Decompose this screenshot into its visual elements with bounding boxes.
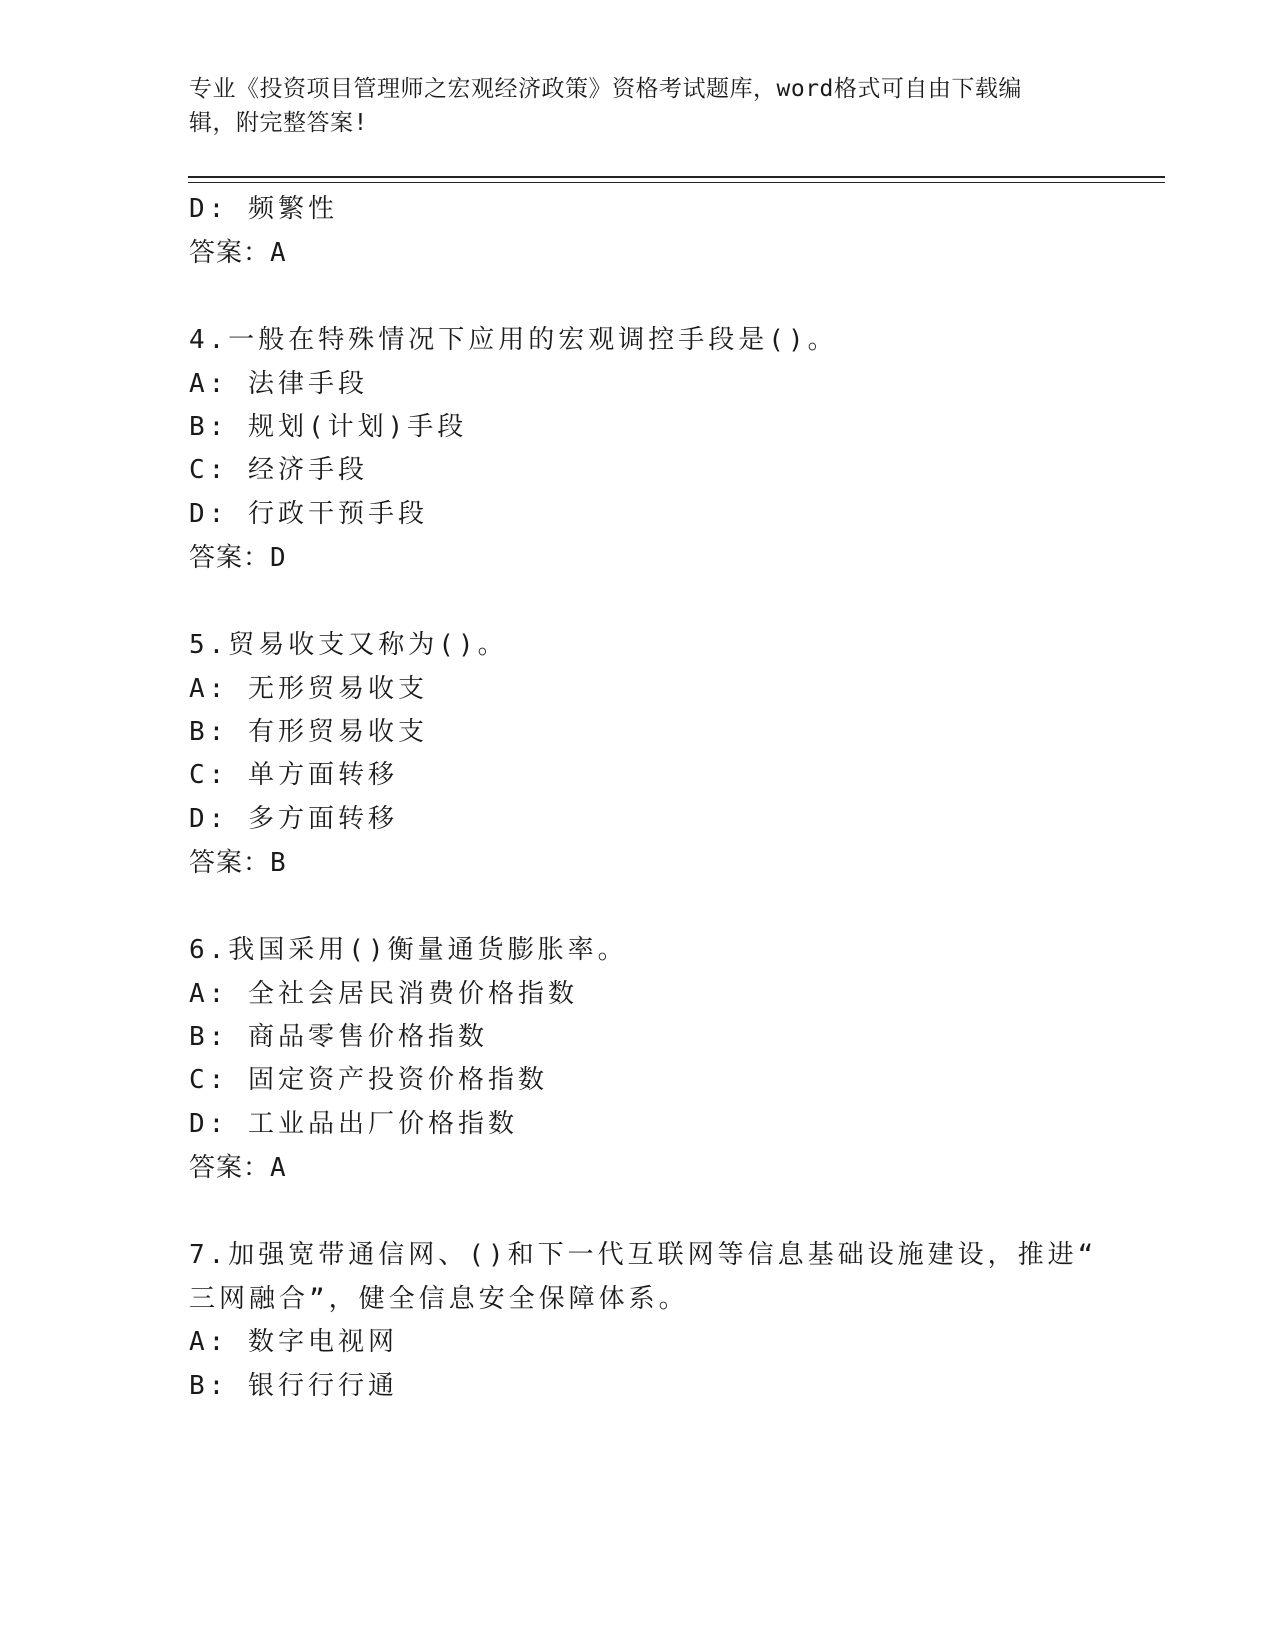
q7-stem-line-2: 三网融合”，健全信息安全保障体系。 (189, 1284, 689, 1314)
q7-option-b: B: 银行行行通 (189, 1371, 398, 1401)
q5-stem: 5.贸易收支又称为()。 (189, 630, 508, 660)
q6-option-b: B: 商品零售价格指数 (189, 1022, 488, 1052)
header-line-2: 辑，附完整答案! (189, 110, 368, 136)
q7-stem-line-1: 7.加强宽带通信网、()和下一代互联网等信息基础设施建设，推进“ (189, 1240, 1098, 1270)
q4-option-c: C: 经济手段 (189, 455, 368, 485)
q6-option-c: C: 固定资产投资价格指数 (189, 1065, 548, 1095)
header-divider-thick (188, 176, 1165, 178)
q5-answer: 答案：B (189, 848, 287, 878)
q6-option-a: A: 全社会居民消费价格指数 (189, 979, 578, 1009)
q4-option-b: B: 规划(计划)手段 (189, 412, 468, 442)
q6-stem: 6.我国采用()衡量通货膨胀率。 (189, 935, 628, 965)
prev-answer: 答案：A (189, 238, 287, 268)
q4-option-d: D: 行政干预手段 (189, 499, 428, 529)
q4-answer: 答案：D (189, 543, 287, 573)
q5-option-a: A: 无形贸易收支 (189, 674, 428, 704)
q5-option-d: D: 多方面转移 (189, 804, 398, 834)
q4-stem: 4.一般在特殊情况下应用的宏观调控手段是()。 (189, 325, 838, 355)
q5-option-b: B: 有形贸易收支 (189, 717, 428, 747)
q6-option-d: D: 工业品出厂价格指数 (189, 1109, 518, 1139)
header-divider-thin (188, 182, 1165, 183)
q7-option-a: A: 数字电视网 (189, 1327, 398, 1357)
header-line-1: 专业《投资项目管理师之宏观经济政策》资格考试题库，word格式可自由下载编 (189, 76, 1022, 102)
q6-answer: 答案：A (189, 1153, 287, 1183)
document-header (189, 72, 1089, 140)
q4-option-a: A: 法律手段 (189, 369, 368, 399)
prev-option-d: D: 频繁性 (189, 194, 338, 224)
q5-option-c: C: 单方面转移 (189, 760, 398, 790)
